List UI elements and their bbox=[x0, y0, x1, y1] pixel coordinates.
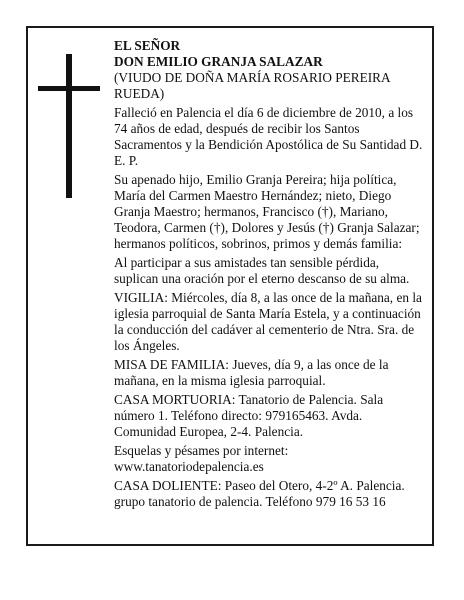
online-condolences-paragraph: Esquelas y pésames por internet: www.tanatoriodepalencia.es bbox=[114, 443, 289, 474]
vigil-paragraph: VIGILIA: Miércoles, día 8, a las once de la mañana, en la iglesia parroquial de Santa María Estela, y a continuación la conducción del cadáver al cementerio de Ntra. Sra. de los Ángeles. bbox=[114, 290, 422, 353]
cross-vertical-bar bbox=[66, 54, 72, 198]
family-paragraph: Su apenado hijo, Emilio Granja Pereira; hija política, María del Carmen Maestro Hernández; nieto, Diego Granja Maestro; hermanos, Francisco (†), Mariano, Teodora, Carmen (†), Dolores y Jesús (†) Granja Salazar; hermanos políticos, sobrinos, primos y demás familia: bbox=[114, 172, 420, 251]
deceased-name: DON EMILIO GRANJA SALAZAR bbox=[114, 54, 323, 69]
deceased-title: EL SEÑOR bbox=[114, 38, 181, 53]
cross-icon bbox=[38, 54, 100, 198]
funeral-home-paragraph: CASA MORTUORIA: Tanatorio de Palencia. Sala número 1. Teléfono directo: 979165463. Avda. Comunidad Europea, 2-4. Palencia. bbox=[114, 392, 384, 439]
widower-note: (VIUDO DE DOÑA MARÍA ROSARIO PEREIRA RUEDA) bbox=[114, 70, 390, 101]
death-paragraph: Falleció en Palencia el día 6 de diciembre de 2010, a los 74 años de edad, después de recibir los Santos Sacramentos y la Bendición Apostólica de Su Santidad D. E. P. bbox=[114, 105, 423, 168]
mourning-house-paragraph: CASA DOLIENTE: Paseo del Otero, 4-2º A. Palencia. bbox=[114, 478, 405, 493]
obituary-text bbox=[114, 38, 424, 513]
family-mass-paragraph: MISA DE FAMILIA: Jueves, día 9, a las once de la mañana, en la misma iglesia parroquial. bbox=[114, 357, 389, 388]
footer-line: grupo tanatorio de palencia. Teléfono 979 16 53 16 bbox=[114, 494, 386, 509]
obituary-header bbox=[114, 38, 424, 102]
prayer-request-paragraph: Al participar a sus amistades tan sensible pérdida, suplican una oración por el eterno descanso de su alma. bbox=[114, 255, 410, 286]
cross-horizontal-bar bbox=[38, 86, 100, 91]
